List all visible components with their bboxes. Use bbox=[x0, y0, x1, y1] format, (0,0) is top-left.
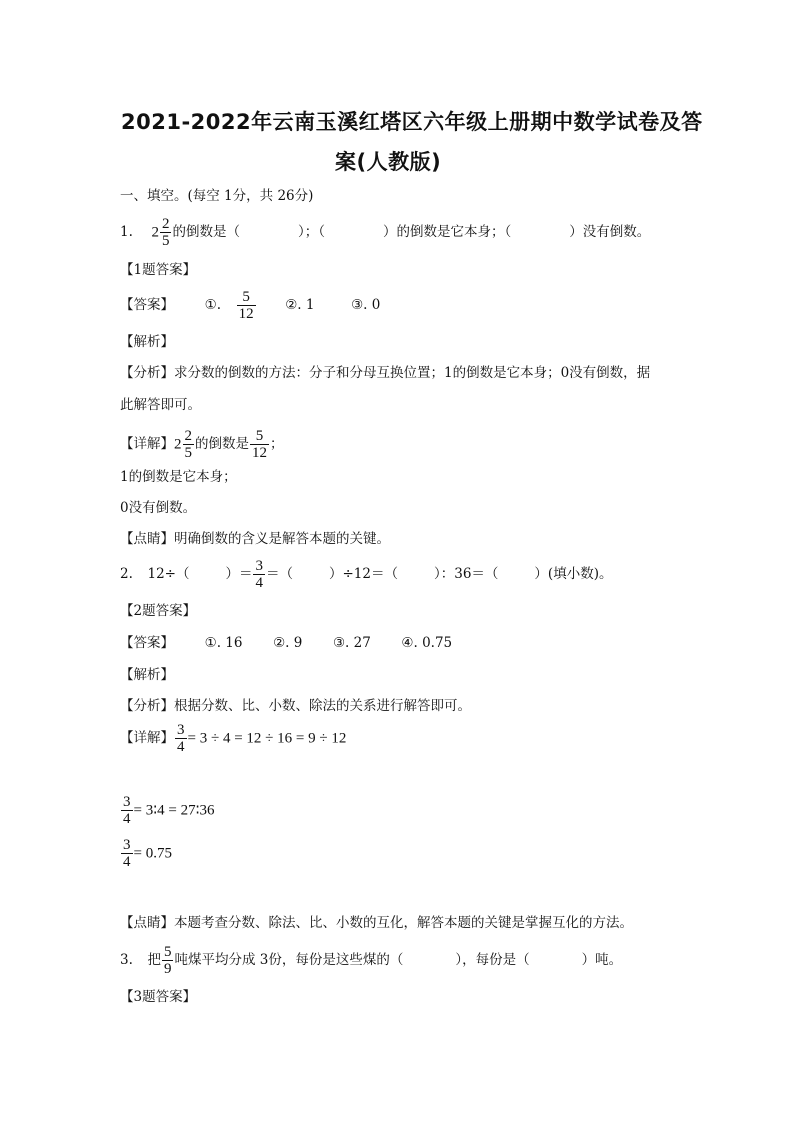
answer-item: ③. 0 bbox=[351, 297, 381, 313]
question-number: 2. bbox=[120, 566, 133, 582]
question-2 bbox=[120, 558, 612, 591]
analysis-body: 求分数的倒数的方法：分子和分母互换位置；1的倒数是它本身；0没有倒数，据 bbox=[174, 365, 651, 381]
question-text: ）：36＝（ bbox=[433, 566, 499, 582]
answer-header: 【1题答案】 bbox=[120, 262, 197, 278]
doc-title-line1: 2021-2022年云南玉溪红塔区六年级上册期中数学试卷及答 bbox=[121, 110, 703, 134]
fraction-numerator: 5 bbox=[163, 944, 172, 960]
mixed-fraction bbox=[183, 428, 195, 461]
answer-header: 【2题答案】 bbox=[120, 603, 197, 619]
answer-label: 【答案】 bbox=[120, 635, 174, 651]
question-text: 的倒数是（ bbox=[172, 224, 240, 240]
fraction-denominator: 4 bbox=[123, 811, 131, 827]
answer-mark: ①. bbox=[204, 297, 221, 313]
answer-item: ③. 27 bbox=[332, 635, 371, 651]
answer-item: ①. 16 bbox=[204, 635, 243, 651]
mixed-fraction bbox=[160, 216, 172, 249]
fraction-numerator: 5 bbox=[242, 289, 250, 305]
tip-line bbox=[120, 530, 390, 548]
section-header: 一、填空。(每空 1分，共 26分) bbox=[120, 188, 314, 204]
analysis-text bbox=[120, 697, 471, 715]
analysis-label: 【分析】 bbox=[120, 365, 174, 381]
detail-label: 【详解】 bbox=[120, 730, 174, 746]
answer-label: 【答案】 bbox=[120, 297, 174, 313]
tip-text: 明确倒数的含义是解答本题的关键。 bbox=[174, 531, 390, 547]
answer-line bbox=[120, 634, 452, 652]
mixed-whole: 2 bbox=[151, 224, 159, 241]
fraction-numerator: 3 bbox=[123, 794, 131, 810]
question-text: ）(填小数)。 bbox=[534, 566, 613, 582]
detail-line: 0没有倒数。 bbox=[120, 500, 197, 516]
fraction-denominator: 4 bbox=[255, 575, 263, 591]
fraction-denominator: 4 bbox=[177, 739, 185, 755]
analysis-text bbox=[120, 364, 650, 382]
tip-label: 【点睛】 bbox=[120, 531, 174, 547]
answer-header: 【3题答案】 bbox=[120, 989, 197, 1005]
equation: = 3∶4 = 27∶36 bbox=[133, 802, 215, 819]
question-text: 吨煤平均分成 3份，每份是这些煤的（ bbox=[174, 952, 404, 968]
mixed-whole: 2 bbox=[174, 436, 182, 453]
fraction-denominator: 5 bbox=[161, 233, 170, 249]
tip-text: 本题考查分数、除法、比、小数的互化，解答本题的关键是掌握互化的方法。 bbox=[174, 915, 633, 931]
fraction-denominator: 9 bbox=[163, 961, 172, 977]
answer-line bbox=[120, 289, 380, 322]
detail-label: 【详解】 bbox=[120, 436, 174, 452]
analysis-body: 根据分数、比、小数、除法的关系进行解答即可。 bbox=[174, 698, 471, 714]
equation: = 3 ÷ 4 = 12 ÷ 16 = 9 ÷ 12 bbox=[187, 730, 347, 747]
question-text: 12÷（ bbox=[147, 566, 190, 582]
fraction-numerator: 2 bbox=[184, 428, 192, 444]
question-text: 把 bbox=[147, 952, 161, 968]
tip-line bbox=[120, 914, 633, 932]
equation-line bbox=[120, 794, 214, 827]
analysis-header: 【解析】 bbox=[120, 334, 174, 350]
question-1 bbox=[120, 216, 650, 249]
detail-line bbox=[120, 722, 346, 755]
fraction-denominator: 5 bbox=[184, 445, 192, 461]
answer-item: ②. 1 bbox=[285, 297, 315, 313]
fraction-denominator: 4 bbox=[123, 854, 131, 870]
fraction-numerator: 3 bbox=[123, 837, 131, 853]
question-3 bbox=[120, 944, 622, 977]
question-text: ）÷12＝（ bbox=[328, 566, 398, 582]
question-text: ），每份是（ bbox=[455, 952, 530, 968]
question-text: ）吨。 bbox=[581, 952, 623, 968]
fraction-denominator: 12 bbox=[252, 445, 267, 461]
detail-line: 1的倒数是它本身； bbox=[120, 469, 237, 485]
question-text: ）；（ bbox=[297, 224, 325, 240]
detail-text: 的倒数是 bbox=[195, 436, 249, 452]
tip-label: 【点睛】 bbox=[120, 915, 174, 931]
fraction-numerator: 5 bbox=[255, 428, 264, 444]
fraction-numerator: 3 bbox=[255, 558, 263, 574]
result-fraction bbox=[250, 428, 269, 461]
answer-item: ④. 0.75 bbox=[401, 635, 453, 651]
question-text: ）＝ bbox=[225, 566, 253, 582]
detail-fraction bbox=[175, 722, 187, 755]
question-text: ）的倒数是它本身；（ bbox=[382, 224, 512, 240]
detail-text: ； bbox=[270, 436, 284, 452]
answer-fraction bbox=[237, 289, 256, 322]
detail-line bbox=[120, 428, 284, 461]
fraction-numerator: 3 bbox=[177, 722, 185, 738]
analysis-header: 【解析】 bbox=[120, 667, 174, 683]
question-text: ＝（ bbox=[265, 566, 293, 582]
question-number: 1. bbox=[120, 224, 133, 240]
question-fraction bbox=[253, 558, 265, 591]
doc-title-line2: 案(人教版) bbox=[335, 150, 442, 174]
fraction-denominator: 12 bbox=[238, 306, 254, 322]
equation-fraction bbox=[121, 837, 133, 870]
analysis-label: 【分析】 bbox=[120, 698, 174, 714]
analysis-text-cont: 此解答即可。 bbox=[120, 397, 201, 413]
equation: = 0.75 bbox=[133, 845, 172, 862]
question-fraction bbox=[162, 944, 174, 977]
equation-fraction bbox=[121, 794, 133, 827]
question-number: 3. bbox=[120, 952, 133, 968]
equation-line bbox=[120, 837, 172, 870]
fraction-numerator: 2 bbox=[161, 216, 170, 232]
answer-item: ②. 9 bbox=[273, 635, 303, 651]
question-text: ）没有倒数。 bbox=[569, 224, 651, 240]
